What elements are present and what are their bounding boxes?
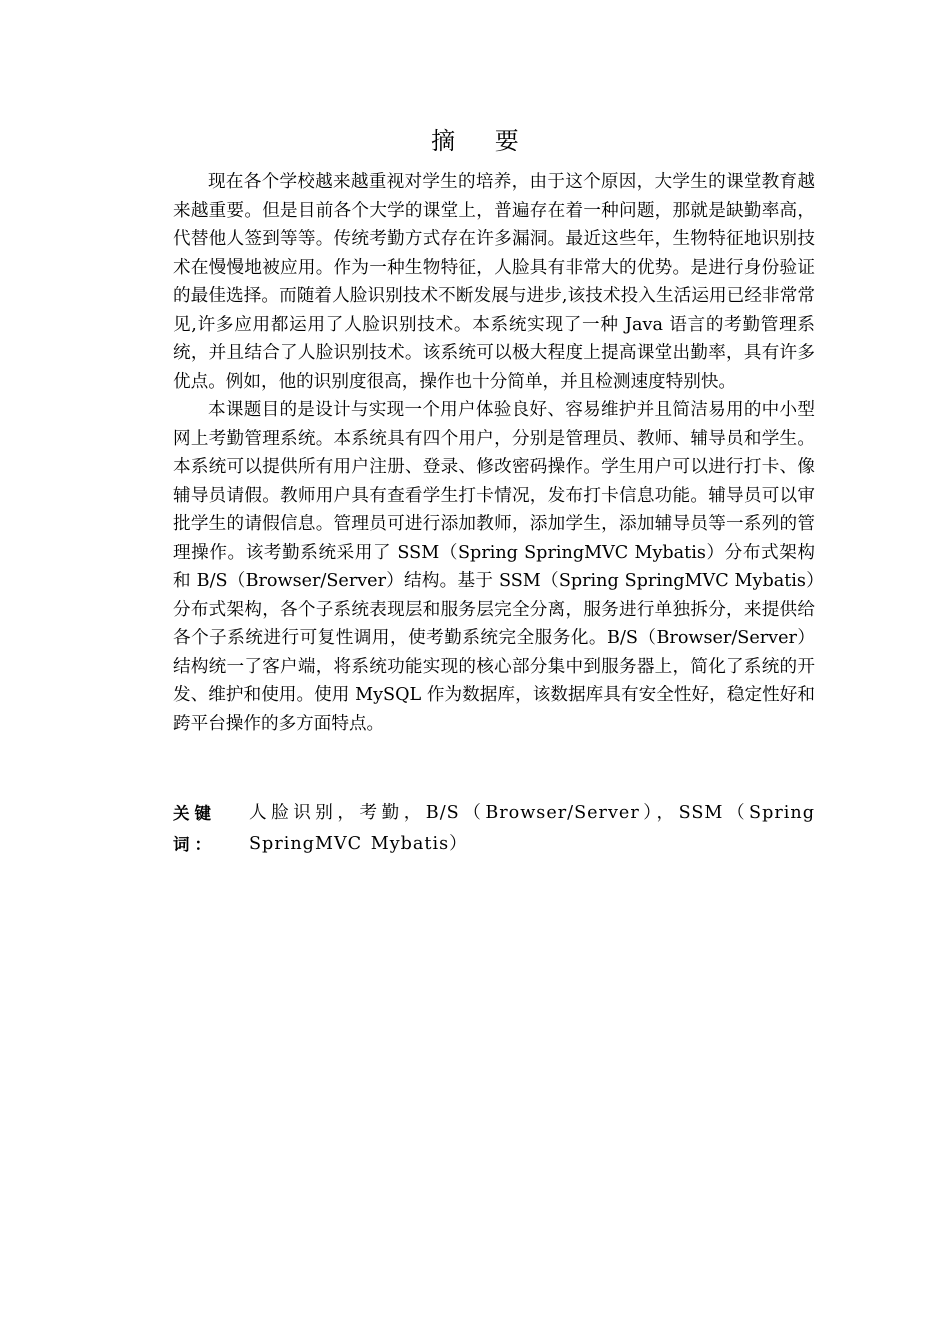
keywords-section [173, 798, 815, 860]
abstract-paragraph-1: 现在各个学校越来越重视对学生的培养，由于这个原因，大学生的课堂教育越来越重要。但是目前各个大学的课堂上，普遍存在着一种问题，那就是缺勤率高，代替他人签到等等。传统考勤方式存在许多漏洞。最近这些年，生物特征地识别技术在慢慢地被应用。作为一种生物特征，人脸具有非常大的优势。是进行身份验证的最佳选择。而随着人脸识别技术不断发展与进步,该技术投入生活运用已经非常常见,许多应用都运用了人脸识别技术。本系统实现了一种 Java 语言的考勤管理系统，并且结合了人脸识别技术。该系统可以极大程度上提高课堂出勤率，具有许多优点。例如，他的识别度很高，操作也十分简单，并且检测速度特别快。 [173, 172, 815, 392]
keywords-list: 人脸识别，考勤，B/S（Browser/Server），SSM（Spring SpringMVC Mybatis） [249, 803, 815, 854]
abstract-title: 摘 要 [431, 127, 535, 155]
abstract-body [173, 168, 815, 738]
keywords-label: 关键词： [173, 804, 216, 854]
abstract-paragraph-2: 本课题目的是设计与实现一个用户体验良好、容易维护并且简洁易用的中小型网上考勤管理系统。本系统具有四个用户，分别是管理员、教师、辅导员和学生。本系统可以提供所有用户注册、登录、修改密码操作。学生用户可以进行打卡、像辅导员请假。教师用户具有查看学生打卡情况，发布打卡信息功能。辅导员可以审批学生的请假信息。管理员可进行添加教师，添加学生，添加辅导员等一系列的管理操作。该考勤系统采用了 SSM（Spring SpringMVC Mybatis）分布式架构和 B/S（Browser/Server）结构。基于 SSM（Spring SpringMVC Mybatis）分布式架构，各个子系统表现层和服务层完全分离，服务进行单独拆分，来提供给各个子系统进行可复性调用，使考勤系统完全服务化。B/S（Browser/Server）结构统一了客户端，将系统功能实现的核心部分集中到服务器上，简化了系统的开发、维护和使用。使用 MySQL 作为数据库，该数据库具有安全性好，稳定性好和跨平台操作的多方面特点。 [173, 400, 815, 734]
